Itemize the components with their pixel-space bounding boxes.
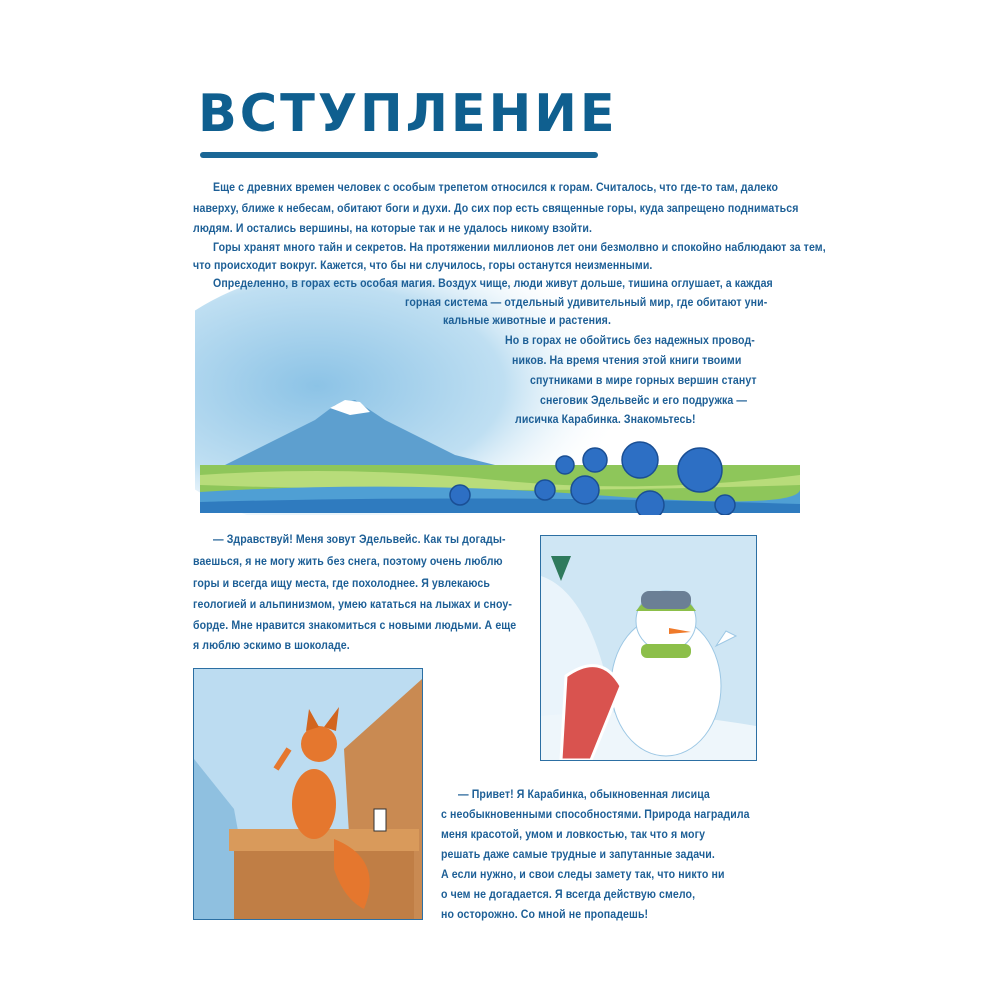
speech-line: — Привет! Я Карабинка, обыкновенная лисица	[458, 789, 710, 801]
speech-line: я люблю эскимо в шоколаде.	[193, 640, 350, 652]
speech-line: горы и всегда ищу места, где похолоднее. Я увлекаюсь	[193, 578, 490, 590]
speech-line: меня красотой, умом и ловкостью, так что я могу	[441, 829, 706, 841]
snowman-illustration	[540, 535, 757, 761]
speech-line: — Здравствуй! Меня зовут Эдельвейс. Как ты догады-	[213, 534, 506, 546]
fox-illustration	[193, 668, 423, 920]
page-title: ВСТУПЛЕНИЕ	[198, 84, 618, 144]
intro-line: снеговик Эдельвейс и его подружка —	[540, 395, 748, 407]
intro-line: наверху, ближе к небесам, обитают боги и духи. До сих пор есть священные горы, куда запрещено подниматься	[193, 203, 799, 215]
speech-line: борде. Мне нравится знакомиться с новыми людьми. А еще	[193, 620, 517, 632]
speech-line: но осторожно. Со мной не пропадешь!	[441, 909, 649, 921]
intro-line: горная система — отдельный удивительный мир, где обитают уни-	[405, 297, 768, 309]
intro-line: Определенно, в горах есть особая магия. Воздух чище, люди живут дольше, тишина оглушает, а каждая	[213, 278, 773, 290]
intro-line: Горы хранят много тайн и секретов. На протяжении миллионов лет они безмолвно и спокойно наблюдают за тем,	[213, 242, 826, 254]
intro-line: что происходит вокруг. Кажется, что бы ни случилось, горы останутся неизменными.	[193, 260, 653, 272]
intro-line: Еще с древних времен человек с особым трепетом относился к горам. Считалось, что где-то там, далеко	[213, 182, 779, 194]
intro-line: лисичка Карабинка. Знакомьтесь!	[515, 414, 696, 426]
intro-line: ников. На время чтения этой книги твоими	[512, 355, 742, 367]
intro-line: Но в горах не обойтись без надежных провод-	[505, 335, 755, 347]
intro-line: спутниками в мире горных вершин станут	[530, 375, 757, 387]
intro-line: кальные животные и растения.	[443, 315, 611, 327]
intro-line: людям. И остались вершины, на которые так и не удалось никому взойти.	[193, 223, 593, 235]
speech-line: с необыкновенными способностями. Природа наградила	[441, 809, 750, 821]
speech-line: ваешься, я не могу жить без снега, поэтому очень люблю	[193, 556, 503, 568]
speech-line: геологией и альпинизмом, умею кататься на лыжах и сноу-	[193, 599, 513, 611]
title-underline	[200, 152, 598, 158]
speech-line: А если нужно, и свои следы замету так, что никто ни	[441, 869, 725, 881]
speech-line: о чем не догадается. Я всегда действую смело,	[441, 889, 696, 901]
speech-line: решать даже самые трудные и запутанные задачи.	[441, 849, 715, 861]
